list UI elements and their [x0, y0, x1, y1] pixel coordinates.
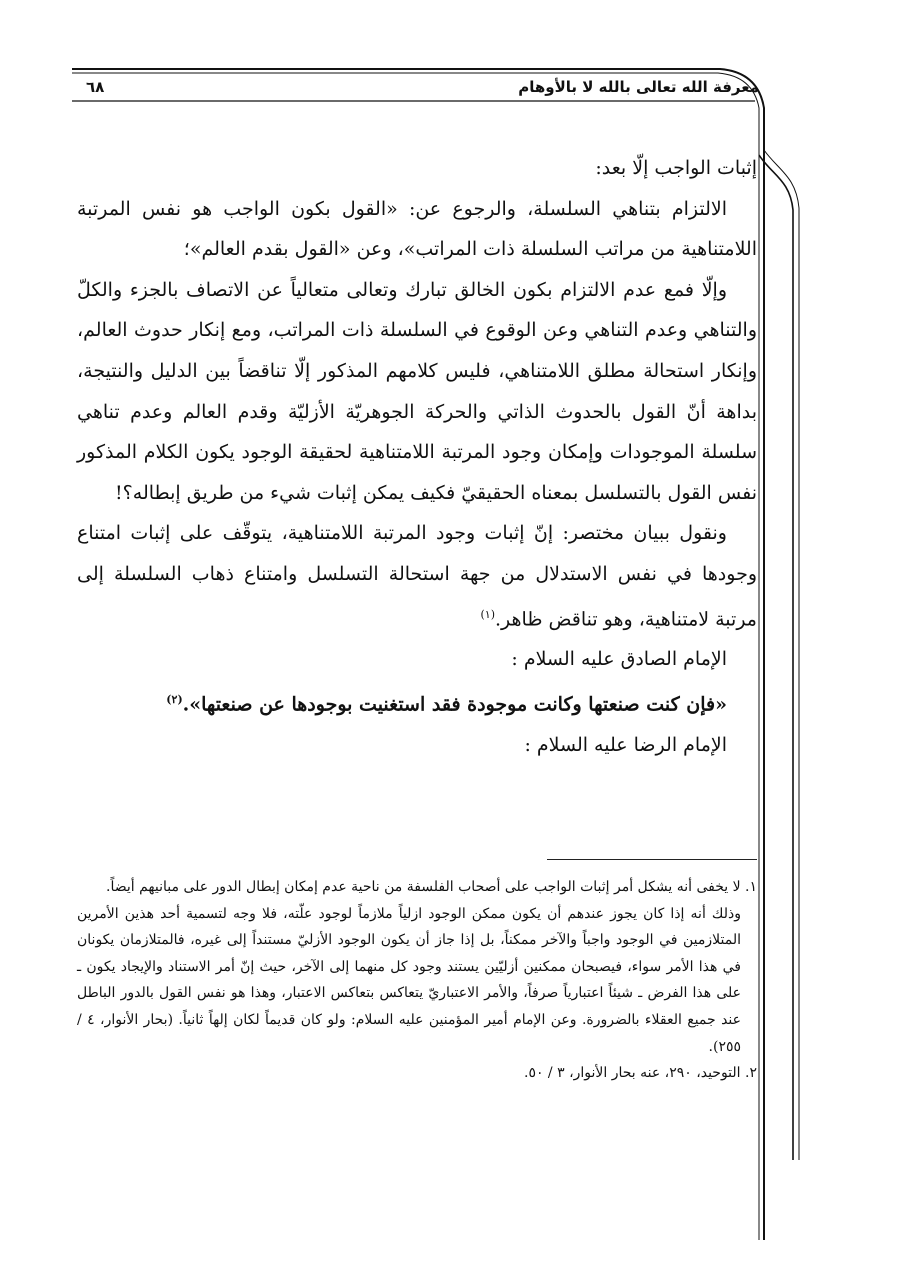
- body-text: [77, 148, 757, 766]
- footnote: ٢. التوحيد، ٢٩٠، عنه بحار الأنوار، ٣ / ٥٠.: [523, 1065, 757, 1082]
- footnote-continuation: وذلك أنه إذا كان يجوز عندهم أن يكون ممكن الوجود ازلياً ملازماً لوجود علّته، فلا وجه لتسمية أحد هذين الأمرين المتلازمين في الوجود واجباً والآخر ممكناً، بل إذا جاز أن يكون الوجود الأزليّ مستنداً إلى غيره، فالمتلازمان يكونان في هذا الأمر سواء، فيصبحان ممكنين أزليّين يستند وجود كل منهما إلى الآخر، حيث إنّ أمر الاستناد والإيجاد يكون ـ على هذا الفرض ـ شيئاً اعتبارياً صرفاً، والأمر الاعتباريّ يتعاكس بتعاكس الاعتبار، وهذا هو نفس القول بالدور الباطل عند جميع العقلاء بالضرورة. وعن الإمام أمير المؤمنين عليه السلام: ولو كان قديماً لكان إلهاً ثانياً. (بحار الأنوار، ٤ / ٢٥٥).: [77, 905, 741, 1055]
- paragraph-text: ونقول ببيان مختصر: إنّ إثبات وجود المرتبة اللامتناهية، يتوقّف على إثبات امتناع وجودها في نفس الاستدلال من جهة استحالة التسلسل وامتناع ذهاب السلسلة إلى مرتبة لامتناهية، وهو تناقض ظاهر.: [77, 522, 757, 630]
- footnotes: [77, 874, 757, 1087]
- quote-text: «فإن كنت صنعتها وكانت موجودة فقد استغنيت بوجودها عن صنعتها».: [182, 693, 727, 716]
- footnote: ١. لا يخفى أنه يشكل أمر إثبات الواجب على أصحاب الفلسفة من ناحية عدم إمكان إبطال الدور على مبانيهم أيضاً.: [106, 879, 757, 895]
- attribution: الإمام الصادق عليه السلام :: [511, 648, 727, 671]
- paragraph: وإلّا فمع عدم الالتزام بكون الخالق تبارك وتعالى متعالياً عن الاتصاف بالجزء والكلّ والتناهي وعدم التناهي وعن الوقوع في السلسلة ذات المراتب، ومع إنكار حدوث العالم، وإنكار استحالة مطلق اللامتناهي، فليس كلامهم المذكور إلّا تناقضاً بين الدليل والنتيجة، بداهة أنّ القول بالحدوث الذاتي والحركة الجوهريّة الأزليّة وقدم العالم وعدم تناهي سلسلة الموجودات وإمكان وجود المرتبة اللامتناهية لحقيقة الوجود يكون الكلام المذكور نفس القول بالتسلسل بمعناه الحقيقيّ فكيف يمكن إثبات شيء من طريق إبطاله؟!: [77, 278, 757, 504]
- page-number: ٦٨: [86, 78, 105, 96]
- hadith-quote: [77, 680, 757, 725]
- paragraph: [77, 513, 757, 639]
- footnote-ref[interactable]: (١): [480, 607, 495, 621]
- footnote-ref[interactable]: (٢): [166, 693, 183, 707]
- paragraph: الالتزام بتناهي السلسلة، والرجوع عن: «القول بكون الواجب هو نفس المرتبة اللامتناهية من مراتب السلسلة ذات المراتب»، وعن «القول بقدم العالم»؛: [77, 197, 757, 261]
- paragraph: إثبات الواجب إلّا بعد:: [595, 157, 757, 179]
- footnote-rule: [547, 859, 757, 860]
- attribution: الإمام الرضا عليه السلام :: [524, 733, 727, 756]
- running-header: معرفة الله تعالى بالله لا بالأوهام: [518, 78, 759, 96]
